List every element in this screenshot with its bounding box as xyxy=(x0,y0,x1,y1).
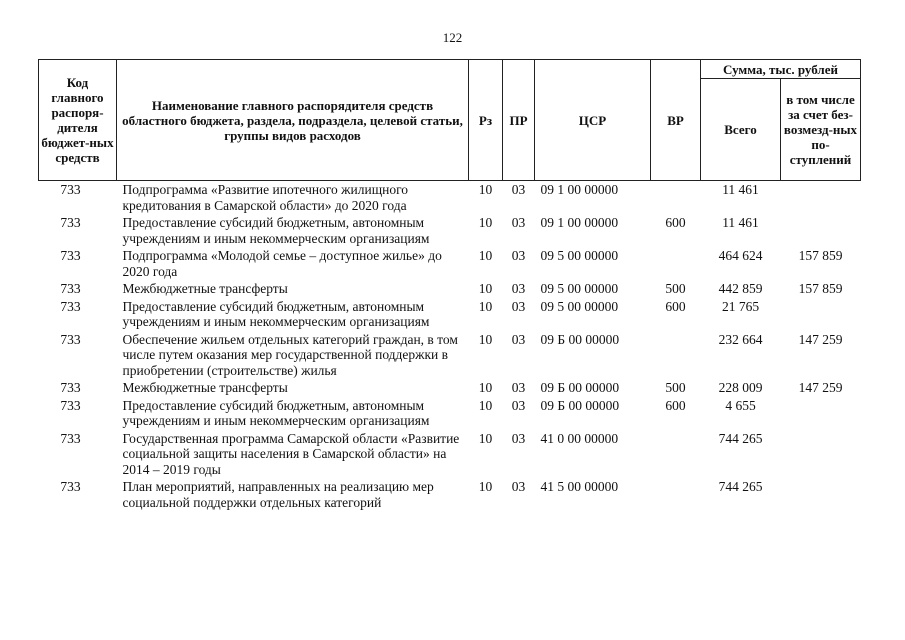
cell-vr: 600 xyxy=(665,397,686,413)
cell-bez: 147 259 xyxy=(798,331,843,347)
cell-kod: 733 xyxy=(60,380,81,395)
table-row xyxy=(39,215,861,248)
cell-csr: 41 5 00 00000 xyxy=(540,479,619,494)
cell-csr: 09 Б 00 00000 xyxy=(540,331,620,347)
cell-name: Предоставление субсидий бюджетным, автономным учреждениям и иным некоммерческим организациям xyxy=(122,298,430,329)
cell-vr: 600 xyxy=(665,298,686,314)
cell-pr: 03 xyxy=(511,479,526,494)
cell-vsego: 11 461 xyxy=(722,182,759,197)
table-body xyxy=(39,181,861,513)
header-vsego: Всего xyxy=(701,79,781,181)
cell-kod: 733 xyxy=(60,479,81,494)
table-row xyxy=(39,479,861,512)
cell-kod: 733 xyxy=(60,215,81,230)
cell-csr: 09 5 00 00000 xyxy=(540,298,619,314)
header-row-top xyxy=(39,60,861,79)
cell-name: План мероприятий, направленных на реализацию мер социальной поддержки отдельных категорий xyxy=(122,479,434,510)
table-row xyxy=(39,248,861,281)
cell-csr: 09 1 00 00000 xyxy=(540,215,619,230)
cell-kod: 733 xyxy=(60,430,81,446)
cell-name: Обеспечение жильем отдельных категорий граждан, в том числе путем оказания мер государственной поддержки в приобретении (строительстве) жилья xyxy=(122,331,458,378)
cell-bez xyxy=(781,299,861,332)
table-row xyxy=(39,332,861,381)
cell-name: Предоставление субсидий бюджетным, автономным учреждениям и иным некоммерческим организациям xyxy=(122,215,430,246)
cell-vsego: 11 461 xyxy=(722,215,759,230)
cell-pr: 03 xyxy=(511,215,526,230)
cell-pr: 03 xyxy=(511,397,526,413)
cell-pr: 03 xyxy=(511,298,526,314)
cell-kod: 733 xyxy=(60,397,81,413)
cell-bez: 157 859 xyxy=(798,248,843,263)
cell-vr xyxy=(651,479,701,512)
table-row xyxy=(39,398,861,431)
cell-bez: 157 859 xyxy=(798,281,843,296)
cell-kod: 733 xyxy=(60,248,81,263)
table-row xyxy=(39,431,861,480)
cell-csr: 09 5 00 00000 xyxy=(540,248,619,263)
cell-vr xyxy=(651,431,701,480)
cell-name: Подпрограмма «Развитие ипотечного жилищного кредитования в Самарской области» до 2020 года xyxy=(122,182,409,213)
header-bez: в том числе за счет без-возмезд-ных по-ступлений xyxy=(781,79,861,181)
cell-vr xyxy=(651,332,701,381)
cell-csr: 09 Б 00 00000 xyxy=(540,380,620,395)
cell-name: Подпрограмма «Молодой семье – доступное жилье» до 2020 года xyxy=(122,248,442,279)
cell-rz: 10 xyxy=(478,479,493,494)
header-csr: ЦСР xyxy=(535,60,651,181)
cell-csr: 09 1 00 00000 xyxy=(540,182,619,197)
cell-csr: 41 0 00 00000 xyxy=(540,430,619,446)
cell-rz: 10 xyxy=(478,380,493,395)
cell-rz: 10 xyxy=(478,182,493,197)
cell-vr: 500 xyxy=(665,281,686,296)
cell-vsego: 4 655 xyxy=(725,397,756,413)
header-kod: Код главного распоря-дителя бюджет-ных средств xyxy=(39,60,117,181)
budget-table xyxy=(38,59,861,512)
cell-pr: 03 xyxy=(511,182,526,197)
cell-pr: 03 xyxy=(511,430,526,446)
header-pr: ПР xyxy=(503,60,535,181)
cell-kod: 733 xyxy=(60,331,81,347)
cell-name: Межбюджетные трансферты xyxy=(122,281,288,296)
cell-rz: 10 xyxy=(478,215,493,230)
cell-vr: 600 xyxy=(665,215,686,230)
cell-bez xyxy=(781,398,861,431)
table-header xyxy=(39,60,861,181)
cell-name: Межбюджетные трансферты xyxy=(122,380,288,395)
cell-pr: 03 xyxy=(511,331,526,347)
cell-vsego: 232 664 xyxy=(718,331,763,347)
cell-bez: 147 259 xyxy=(798,380,843,395)
cell-pr: 03 xyxy=(511,248,526,263)
cell-kod: 733 xyxy=(60,281,81,296)
cell-bez xyxy=(781,215,861,248)
cell-bez xyxy=(781,431,861,480)
cell-rz: 10 xyxy=(478,248,493,263)
cell-name: Предоставление субсидий бюджетным, автономным учреждениям и иным некоммерческим организациям xyxy=(122,397,430,428)
cell-vsego: 442 859 xyxy=(718,281,763,296)
cell-pr: 03 xyxy=(511,281,526,296)
cell-vsego: 464 624 xyxy=(718,248,763,263)
cell-vsego: 744 265 xyxy=(718,430,763,446)
cell-rz: 10 xyxy=(478,298,493,314)
cell-vr xyxy=(651,181,701,216)
header-name: Наименование главного распорядителя средств областного бюджета, раздела, подраздела, целевой статьи, группы видов расходов xyxy=(117,60,469,181)
table-row xyxy=(39,181,861,216)
cell-kod: 733 xyxy=(60,298,81,314)
cell-vsego: 228 009 xyxy=(718,380,763,395)
cell-csr: 09 Б 00 00000 xyxy=(540,397,620,413)
page-number: 122 xyxy=(442,30,463,45)
cell-bez xyxy=(781,479,861,512)
table-row xyxy=(39,380,861,398)
cell-vr: 500 xyxy=(665,380,686,395)
cell-bez xyxy=(781,181,861,216)
table-row xyxy=(39,299,861,332)
header-summa: Сумма, тыс. рублей xyxy=(701,60,861,79)
table-row xyxy=(39,281,861,299)
cell-rz: 10 xyxy=(478,430,493,446)
cell-rz: 10 xyxy=(478,397,493,413)
cell-csr: 09 5 00 00000 xyxy=(540,281,619,296)
cell-vsego: 744 265 xyxy=(718,479,763,494)
budget-table-container xyxy=(38,59,860,512)
header-rz: Рз xyxy=(469,60,503,181)
cell-rz: 10 xyxy=(478,331,493,347)
cell-kod: 733 xyxy=(60,182,81,197)
cell-vr xyxy=(651,248,701,281)
cell-name: Государственная программа Самарской области «Развитие социальной защиты населения в Самарской области» на 2014 – 2019 годы xyxy=(122,430,460,477)
header-vr: ВР xyxy=(651,60,701,181)
cell-vsego: 21 765 xyxy=(721,298,760,314)
cell-rz: 10 xyxy=(478,281,493,296)
cell-pr: 03 xyxy=(511,380,526,395)
